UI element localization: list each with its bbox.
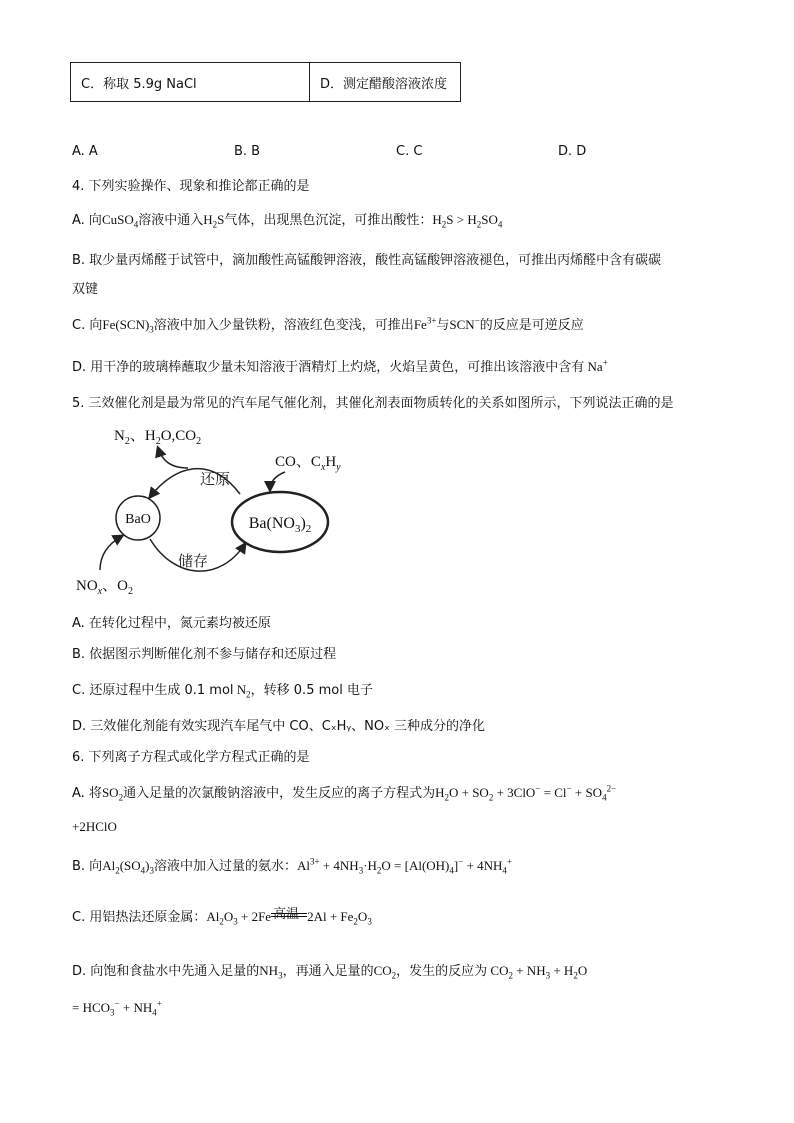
reduce-label: 还原 [200, 470, 231, 488]
q5-option-a: A. 在转化过程中，氮元素均被还原 [72, 616, 271, 631]
q5-option-c: C. 还原过程中生成 0.1 mol $N_2$，转移 0.5 mol 电子 [72, 682, 373, 700]
q6-option-d-line2: = $HCO_3^- + NH_4^+$ [72, 998, 162, 1018]
svg-text:NOx、O2: $NO_x$、$O_2$ [76, 578, 133, 597]
svg-text:CO、CxHy: CO、$C_xH_y$ [275, 454, 341, 473]
q4-option-a: A. 向CuSO$_4$溶液中通入$H_2S$气体，出现黑色沉淀，可推出酸性：$H_2S > H_2SO_4$ [72, 212, 503, 230]
q6-option-a-line2: +2HClO [72, 819, 117, 834]
q6-option-a-line1: A. 将$SO_2$通入足量的次氯酸钠溶液中，发生反应的离子方程式为$H_2O + SO_2 + 3ClO^- = Cl^- + SO_4^{2-}$ [72, 783, 617, 803]
q5-stem: 5. 三效催化剂是最为常见的汽车尾气催化剂，其催化剂表面物质转化的关系如图所示，下列说法正确的是 [72, 396, 674, 411]
q4-stem: 4. 下列实验操作、现象和推论都正确的是 [72, 179, 310, 194]
table-cell-d: D．测定醋酸溶液浓度 [310, 63, 461, 102]
q4-option-b-line1: B. 取少量丙烯醛于试管中，滴加酸性高锰酸钾溶液，酸性高锰酸钾溶液褪色，可推出丙烯醛中含有碳碳 [72, 253, 662, 268]
q6-stem: 6. 下列离子方程式或化学方程式正确的是 [72, 750, 310, 765]
q3-option-b: B. B [234, 144, 261, 159]
q6-option-d-line1: D. 向饱和食盐水中先通入足量的$NH_3$，再通入足量的$CO_2$，发生的反应为 $CO_2 + NH_3 + H_2O$ [72, 963, 588, 981]
q3-option-d: D. D [558, 144, 587, 159]
q4-option-b-line2: 双键 [72, 282, 99, 297]
bao-label: BaO [125, 512, 151, 527]
q6-option-c: C. 用铝热法还原金属：$Al_2O_3 + 2Fe$ 高温 $2Al + Fe_2O_3$ [72, 907, 372, 927]
svg-text:N2、H2O,CO2: $N_2$、$H_2O,CO_2$ [114, 428, 202, 447]
options-table [70, 62, 461, 102]
q4-option-c: C. 向$Fe(SCN)_3$溶液中加入少量铁粉，溶液红色变浅，可推出$Fe^{3+}$与SCN−的反应是可逆反应 [72, 315, 584, 335]
svg-text:Ba(NO3)2: $Ba(NO_3)_2$ [248, 515, 312, 535]
q3-option-a: A. A [72, 144, 98, 159]
q4-option-d: D. 用干净的玻璃棒蘸取少量未知溶液于酒精灯上灼烧，火焰呈黄色，可推出该溶液中含有 Na+ [72, 357, 608, 375]
q5-option-b: B. 依据图示判断催化剂不参与储存和还原过程 [72, 647, 337, 662]
q6-option-b: B. 向$Al_2(SO_4)_3$溶液中加入过量的氨水：$Al^{3+} + 4NH_3\cdot H_2O = [Al(OH)_4]^- + 4NH_4^+$ [72, 856, 512, 876]
table-cell-c: C．称取 5.9g NaCl [71, 63, 310, 102]
q5-option-d: D. 三效催化剂能有效实现汽车尾气中 CO、CₓHᵧ、NOₓ 三种成分的净化 [72, 719, 486, 734]
catalyst-cycle-diagram [70, 420, 370, 600]
store-label: 储存 [178, 552, 209, 570]
q3-option-c: C. C [396, 144, 423, 159]
